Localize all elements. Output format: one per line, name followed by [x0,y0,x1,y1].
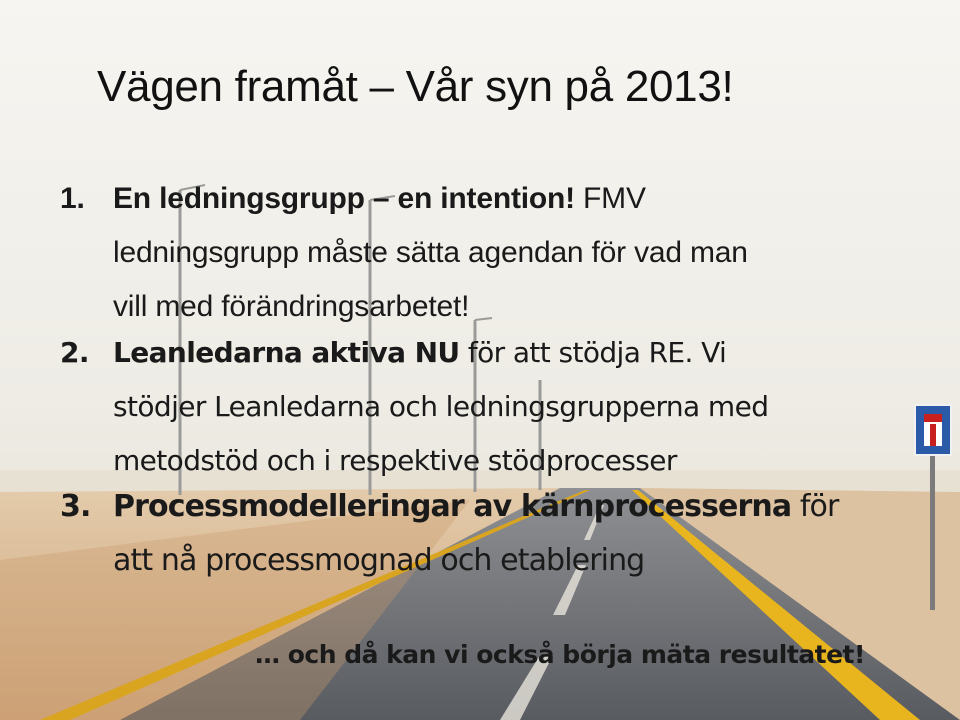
text: vill med förändringsarbetet! [113,290,470,323]
list-item-text [113,326,913,488]
list-number: 3. [60,489,91,524]
list-line [113,534,913,588]
text: metodstöd och i respektive stödprocesser [113,444,677,477]
bold-text: En ledningsgrupp – en intention! [113,182,575,215]
slide-title: Vägen framåt – Vår syn på 2013! [97,62,734,111]
list-number: 2. [60,336,89,369]
list-line [113,480,913,534]
text: för [791,489,839,524]
text: ledningsgrupp måste sätta agendan för vad man [113,236,748,269]
list-line [113,172,913,226]
list-line [113,326,913,380]
bold-text: Leanledarna aktiva NU [113,336,460,369]
text: stödjer Leanledarna och ledningsgrupperna med [113,390,769,423]
bold-text: Processmodelleringar av kärnprocesserna [113,489,792,524]
text: för att stödja RE. Vi [459,336,727,369]
list-item-text [113,172,913,334]
closing-statement: … och då kan vi också börja mäta resultatet! [255,640,865,669]
list-line [113,380,913,434]
text: FMV [574,182,646,215]
list-line [113,226,913,280]
list-number: 1. [60,182,85,215]
list-item-text [113,480,913,588]
text: att nå processmognad och etablering [113,543,645,578]
